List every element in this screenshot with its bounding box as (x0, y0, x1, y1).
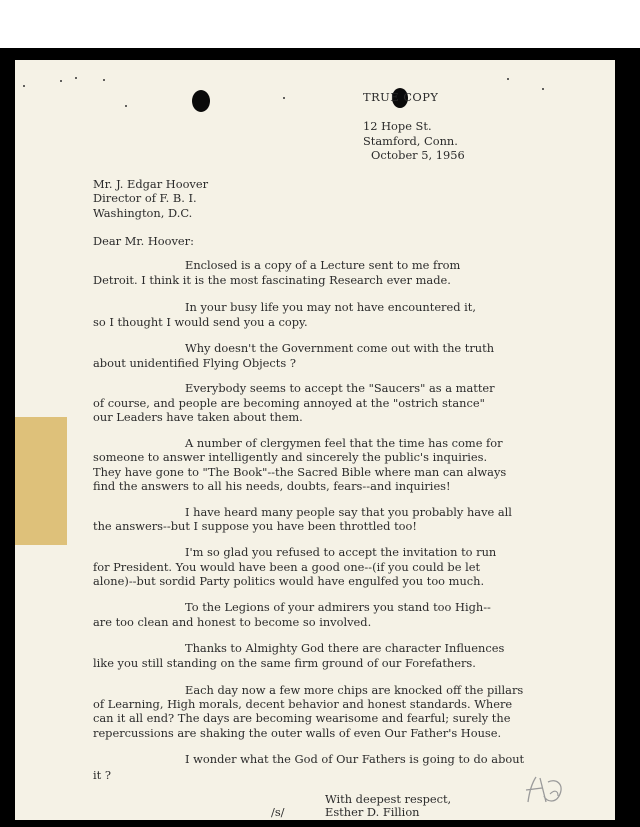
paragraph-line: like you still standing on the same firm ground of our Forefathers. (93, 656, 476, 670)
paragraph-line: our Leaders have taken about them. (93, 410, 303, 424)
signature-mark: /s/ (271, 805, 285, 819)
address-line-1: 12 Hope St. (363, 119, 432, 133)
paragraph-line: someone to answer intelligently and sincerely the public's inquiries. (93, 450, 488, 464)
recipient-name: Mr. J. Edgar Hoover (93, 177, 209, 191)
paragraph-line: They have gone to "The Book"--the Sacred Bible where man can always (93, 465, 507, 479)
paragraph-line: are too clean and honest to become so involved. (93, 615, 372, 629)
paragraph-line: about unidentified Flying Objects ? (93, 356, 296, 370)
paragraph-line: I wonder what the God of Our Fathers is going to do about (185, 752, 525, 766)
salutation: Dear Mr. Hoover: (93, 234, 194, 248)
paragraph-line: for President. You would have been a good one--(if you could be let (93, 560, 481, 574)
paragraph-line: of course, and people are becoming annoyed at the "ostrich stance" (93, 396, 485, 410)
paragraph-line: the answers--but I suppose you have been throttled too! (93, 519, 417, 533)
recipient-title: Director of F. B. I. (93, 191, 197, 205)
paragraph-line: Thanks to Almighty God there are character Influences (185, 641, 505, 655)
letter-date: October 5, 1956 (371, 148, 465, 162)
paragraph-line: Enclosed is a copy of a Lecture sent to me from (185, 258, 461, 272)
letter-page (15, 60, 615, 820)
recipient-city: Washington, D.C. (93, 206, 193, 220)
paragraph-line: alone)--but sordid Party politics would have engulfed you too much. (93, 574, 485, 588)
paragraph-line: Detroit. I think it is the most fascinating Research ever made. (93, 273, 451, 287)
paragraph-line: find the answers to all his needs, doubts, fears--and inquiries! (93, 479, 451, 493)
paragraph-line: I'm so glad you refused to accept the invitation to run (185, 545, 497, 559)
address-line-2: Stamford, Conn. (363, 134, 458, 148)
paragraph-line: can it all end? The days are becoming wearisome and fearful; surely the (93, 711, 511, 725)
paragraph-line: so I thought I would send you a copy. (93, 315, 308, 329)
paragraph-line: To the Legions of your admirers you stand too High-- (185, 600, 491, 614)
paragraph-line: A number of clergymen feel that the time has come for (185, 436, 503, 450)
signer-name: Esther D. Fillion (325, 805, 420, 819)
paragraph-line: Everybody seems to accept the "Saucers" as a matter (185, 381, 495, 395)
paragraph-line: Why doesn't the Government come out with the truth (185, 341, 495, 355)
paragraph-line: it ? (93, 768, 111, 782)
handwritten-initials (520, 772, 570, 812)
paragraph-line: In your busy life you may not have encountered it, (185, 300, 477, 314)
true-copy-stamp: TRUE COPY (363, 90, 439, 104)
letter-body (15, 60, 615, 820)
paragraph-line: Each day now a few more chips are knocked off the pillars (185, 683, 524, 697)
paragraph-line: I have heard many people say that you probably have all (185, 505, 512, 519)
paragraph-line: repercussions are shaking the outer walls of even Our Father's House. (93, 726, 502, 740)
paragraph-line: of Learning, High morals, decent behavior and honest standards. Where (93, 697, 513, 711)
closing-line: With deepest respect, (325, 792, 452, 806)
